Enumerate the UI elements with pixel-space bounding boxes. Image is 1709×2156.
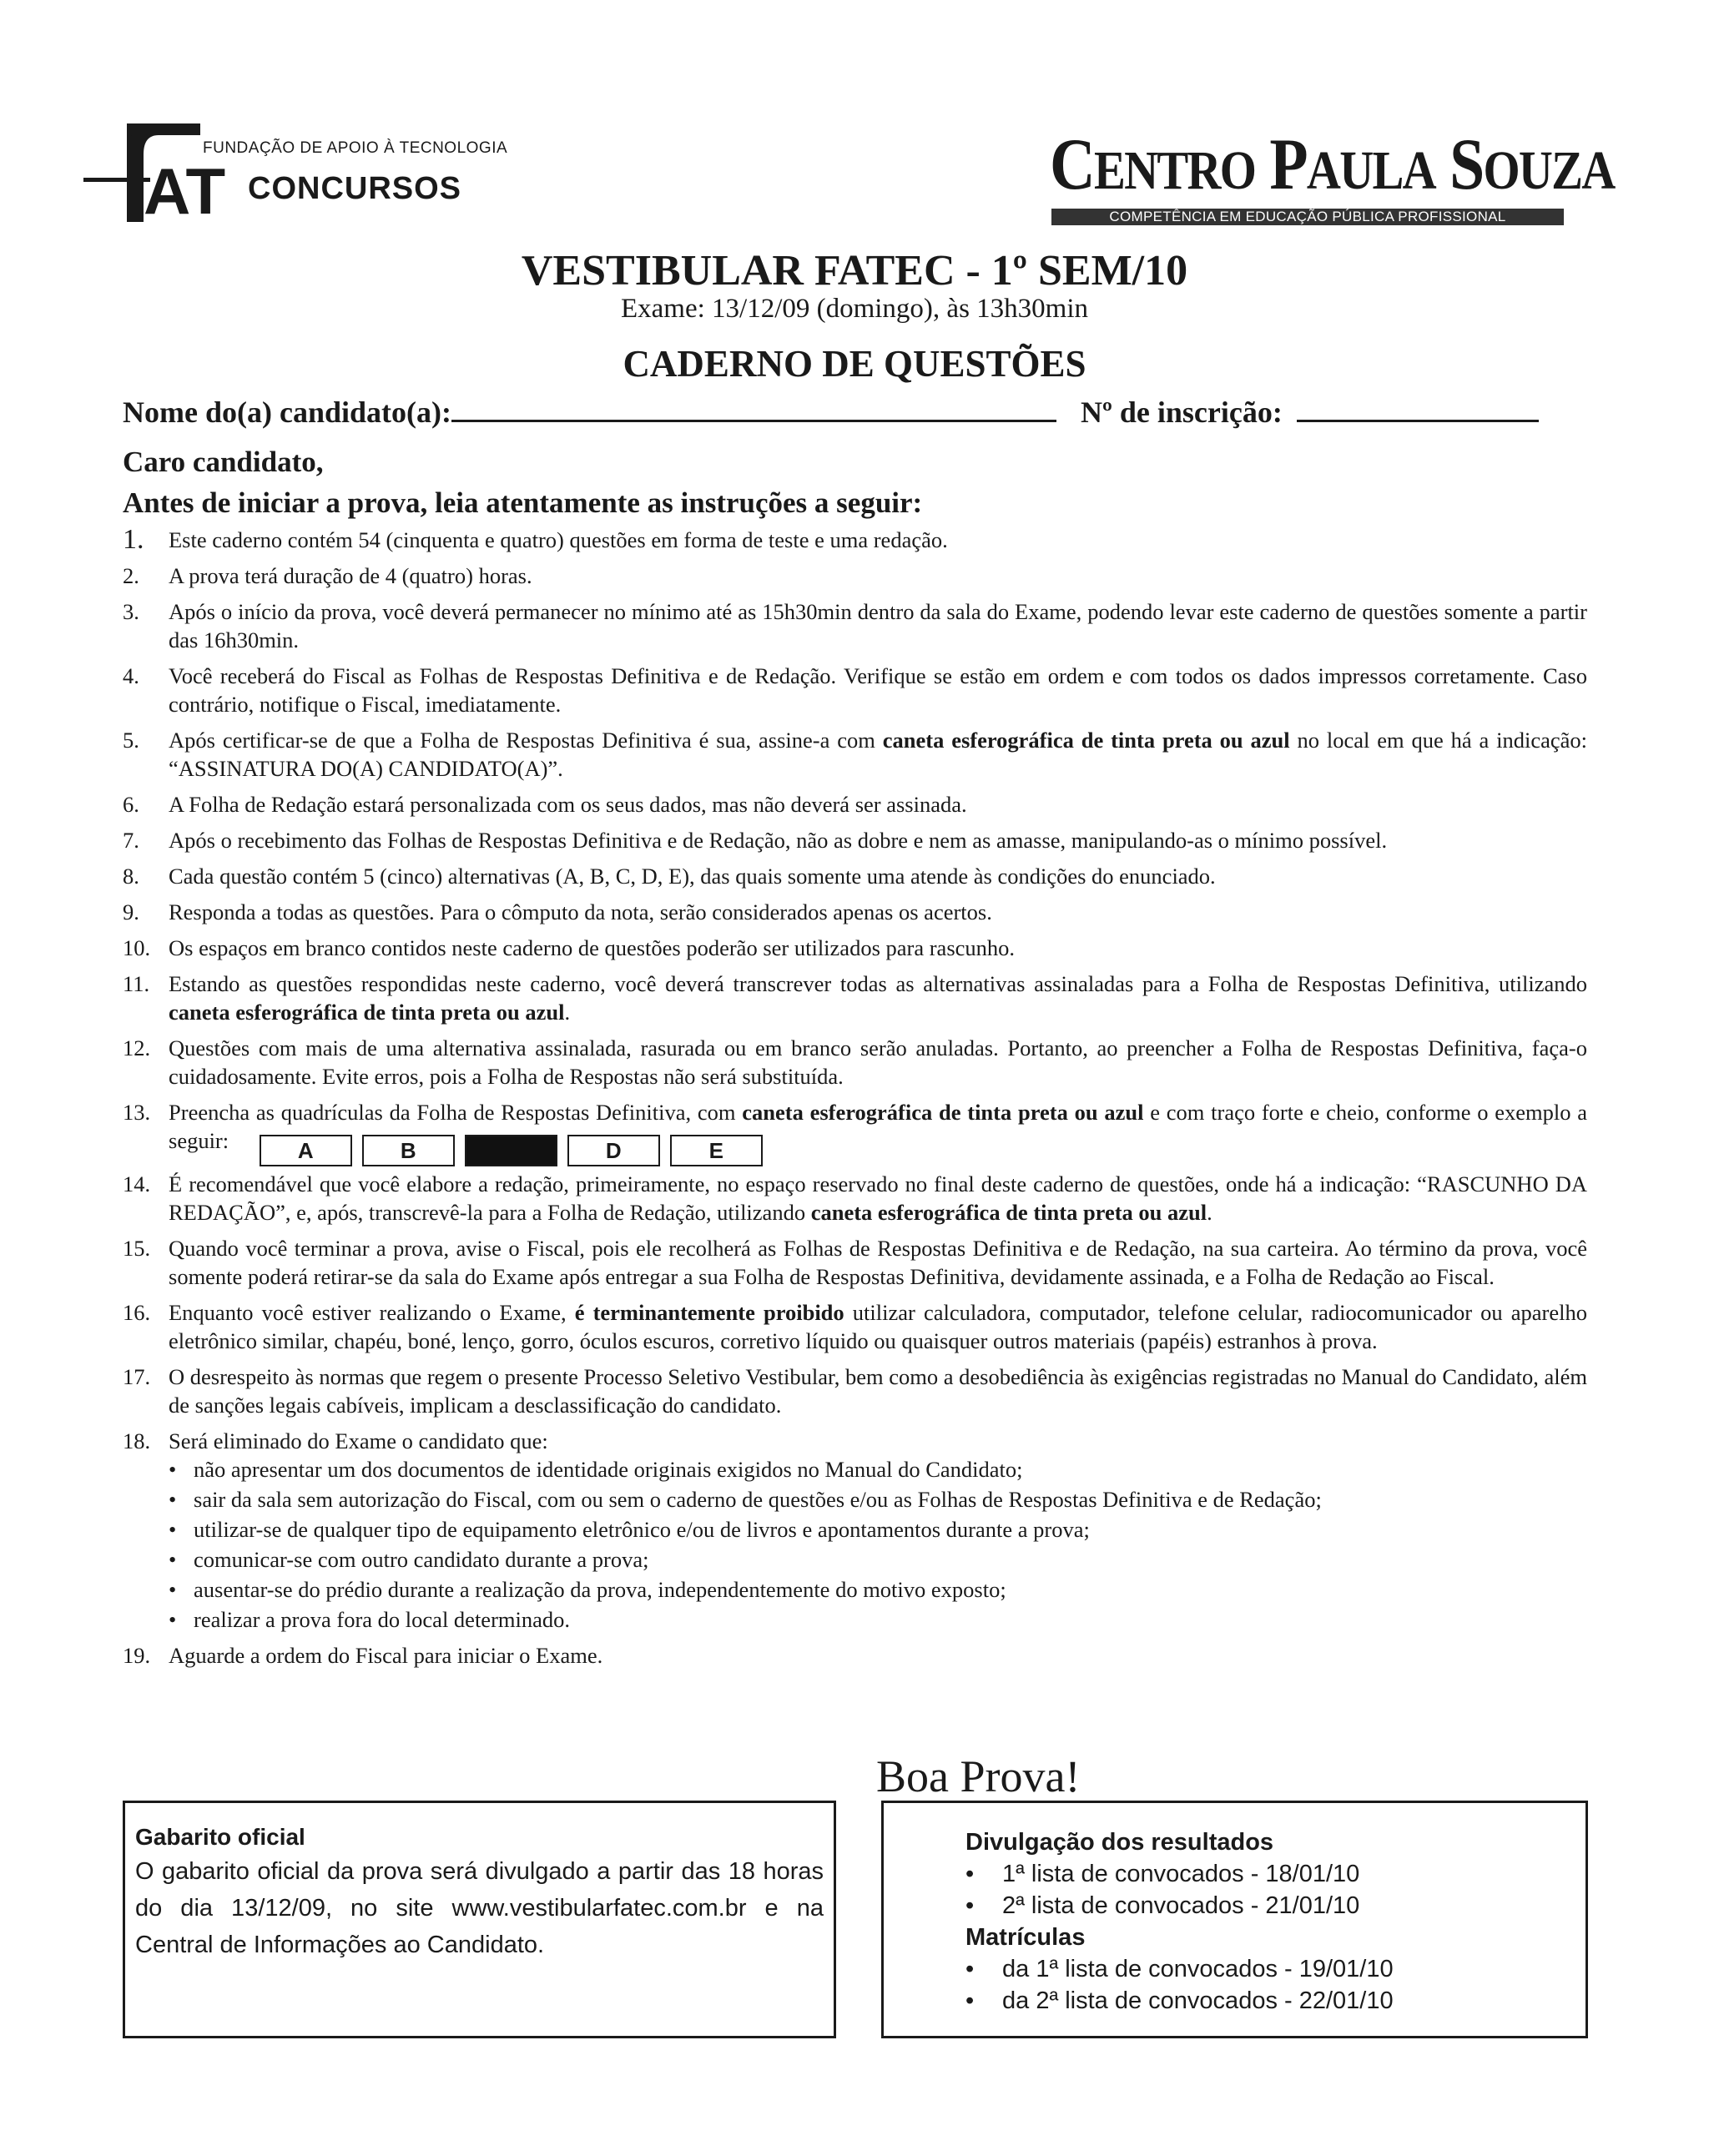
list-item: • 1ª lista de convocados - 18/01/10 (965, 1858, 1585, 1890)
candidate-name-field[interactable] (451, 395, 1056, 422)
instruction-item: 10. Os espaços em branco contidos neste caderno de questões poderão ser utilizados para rascunho. (123, 935, 1016, 960)
instruction-item: 9. Responda a todas as questões. Para o cômputo da nota, serão considerados apenas os acertos. (123, 899, 992, 924)
gabarito-box (123, 1801, 836, 2038)
choice-d: D (567, 1135, 660, 1166)
instruction-item: 13. Preencha as quadrículas da Folha de Respostas Definitiva, com caneta esferográfica de tinta preta ou azul e com traço forte e cheio, conforme o exemplo a seguir: A B D E (123, 1098, 1587, 1158)
cps-tagline: COMPETÊNCIA EM EDUCAÇÃO PÚBLICA PROFISSIONAL (1051, 209, 1564, 225)
list-item: • comunicar-se com outro candidato durante a prova; (169, 1545, 1587, 1574)
list-item: • da 1ª lista de convocados - 19/01/10 (965, 1953, 1585, 1985)
good-luck-text: Boa Prova! (876, 1751, 1081, 1801)
instruction-item: 8. Cada questão contém 5 (cinco) alternativas (A, B, C, D, E), das quais somente uma atende às condições do enunciado. (123, 864, 1216, 889)
choice-a: A (260, 1135, 352, 1166)
instruction-item: 11. Estando as questões respondidas neste caderno, você deverá transcrever todas as alternativas assinaladas para a Folha de Respostas Definitiva, utilizando caneta esferográfica de tinta preta ou azul. (123, 971, 1587, 1025)
registration-label: Nº de inscrição: (1080, 395, 1283, 429)
instruction-item: 18. Será eliminado do Exame o candidato que: • não apresentar um dos documentos de identidade originais exigidos no Manual do Candidato; • sair da sala sem autorização do Fiscal, com ou sem o caderno de questões e/ou as Folhas de Respostas Definitiva e de Redação; • utilizar-se de qualquer tipo de equipamento eletrônico e/ou de livros e apontamentos durante a prova; • comunicar-se com outro candidato durante a prova; • ausentar-se do prédio durante a realização da prova, independentemente do motivo exposto; • realizar a prova fora do local determinado. (123, 1427, 1587, 1634)
enrollment-list (965, 1953, 1585, 2017)
instruction-item: 1. Este caderno contém 54 (cinquenta e quatro) questões em forma de teste e uma redação. (123, 524, 948, 555)
candidate-name-label: Nome do(a) candidato(a): (123, 395, 451, 429)
exam-date: Exame: 13/12/09 (domingo), às 13h30min (620, 294, 1089, 324)
instructions-list (123, 526, 1587, 1677)
instruction-item: 4. Você receberá do Fiscal as Folhas de Respostas Definitiva e de Redação. Verifique se estão em ordem e com todos os dados impressos corretamente. Caso contrário, notifique o Fiscal, imediatamente. (123, 663, 1587, 717)
answer-example (260, 1135, 763, 1166)
instruction-item: 15. Quando você terminar a prova, avise o Fiscal, pois ele recolherá as Folhas de Respostas Definitiva e de Redação, na sua carteira. Ao término da prova, você somente poderá retirar-se da sala do Exame após entregar a sua Folha de Respostas Definitiva, devidamente assinada, e a Folha de Redação ao Fiscal. (123, 1236, 1587, 1289)
instruction-item: 16. Enquanto você estiver realizando o Exame, é terminantemente proibido utilizar calculadora, computador, telefone celular, radiocomunicador ou aparelho eletrônico similar, chapéu, boné, lenço, gorro, óculos escuros, corretivo líquido ou quaisquer outros materiais (papéis) estranhos à prova. (123, 1300, 1588, 1353)
choice-c-filled (465, 1135, 557, 1166)
instruction-item: 5. Após certificar-se de que a Folha de Respostas Definitiva é sua, assine-a com caneta esferográfica de tinta preta ou azul no local em que há a indicação: “ASSINATURA DO(A) CANDIDATO(A)”. (123, 728, 1588, 781)
results-box (881, 1801, 1588, 2038)
elimination-list (169, 1455, 1587, 1634)
list-item: • utilizar-se de qualquer tipo de equipamento eletrônico e/ou de livros e apontamentos durante a prova; (169, 1515, 1587, 1544)
instruction-item: 19. Aguarde a ordem do Fiscal para iniciar o Exame. (123, 1643, 603, 1668)
list-item: • não apresentar um dos documentos de identidade originais exigidos no Manual do Candidato; (169, 1455, 1587, 1484)
gabarito-text: O gabarito oficial da prova será divulgado a partir das 18 horas do dia 13/12/09, no site www.vestibularfatec.com.br e na Central de Informações ao Candidato. (135, 1858, 824, 1958)
instruction-item: 7. Após o recebimento das Folhas de Respostas Definitiva e de Redação, não as dobre e nem as amasse, manipulando-as o mínimo possível. (123, 828, 1388, 853)
fat-at-text: AT (144, 154, 226, 228)
gabarito-title: Gabarito oficial (135, 1824, 305, 1850)
intro-text: Antes de iniciar a prova, leia atentamente as instruções a seguir: (123, 486, 923, 519)
centro-paula-souza-logo (1050, 124, 1615, 229)
registration-field[interactable] (1297, 395, 1539, 422)
candidate-info-line (123, 395, 1539, 430)
list-item: • realizar a prova fora do local determinado. (169, 1605, 1587, 1634)
fat-foundation-text: FUNDAÇÃO DE APOIO À TECNOLOGIA (203, 139, 508, 157)
instruction-item: 2. A prova terá duração de 4 (quatro) horas. (123, 563, 532, 588)
enrollment-title: Matrículas (965, 1924, 1086, 1951)
greeting: Caro candidato, (123, 446, 324, 478)
list-item: • 2ª lista de convocados - 21/01/10 (965, 1890, 1585, 1922)
cps-title: CENTRO PAULA SOUZA (1050, 124, 1615, 205)
booklet-title: CADERNO DE QUESTÕES (623, 343, 1086, 385)
fat-concursos-text: CONCURSOS (248, 171, 462, 206)
list-item: • da 2ª lista de convocados - 22/01/10 (965, 1985, 1585, 2017)
fat-concursos-logo (83, 121, 517, 229)
results-title: Divulgação dos resultados (965, 1829, 1274, 1856)
instruction-item: 14. É recomendável que você elabore a redação, primeiramente, no espaço reservado no final deste caderno de questões, onde há a indicação: “RASCUNHO DA REDAÇÃO”, e, após, transcrevê-la para a Folha de Redação, utilizando caneta esferográfica de tinta preta ou azul. (123, 1171, 1587, 1225)
instruction-item: 6. A Folha de Redação estará personalizada com os seus dados, mas não deverá ser assinada. (123, 792, 967, 817)
results-list (965, 1858, 1585, 1922)
list-item: • ausentar-se do prédio durante a realização da prova, independentemente do motivo exposto; (169, 1575, 1587, 1604)
list-item: • sair da sala sem autorização do Fiscal, com ou sem o caderno de questões e/ou as Folhas de Respostas Definitiva e de Redação; (169, 1485, 1587, 1514)
page-title: VESTIBULAR FATEC - 1º SEM/10 (521, 247, 1188, 295)
choice-e: E (670, 1135, 763, 1166)
instruction-item: 3. Após o início da prova, você deverá permanecer no mínimo até as 15h30min dentro da sala do Exame, podendo levar este caderno de questões somente a partir das 16h30min. (123, 599, 1587, 652)
choice-b: B (362, 1135, 455, 1166)
instruction-item: 17. O desrespeito às normas que regem o presente Processo Seletivo Vestibular, bem como a desobediência às exigências registradas no Manual do Candidato, além de sanções legais cabíveis, implicam a desclassificação do candidato. (123, 1364, 1587, 1418)
instruction-item: 12. Questões com mais de uma alternativa assinalada, rasurada ou em branco serão anuladas. Portanto, ao preencher a Folha de Respostas Definitiva, faça-o cuidadosamente. Evite erros, pois a Folha de Respostas não será substituída. (123, 1035, 1587, 1089)
